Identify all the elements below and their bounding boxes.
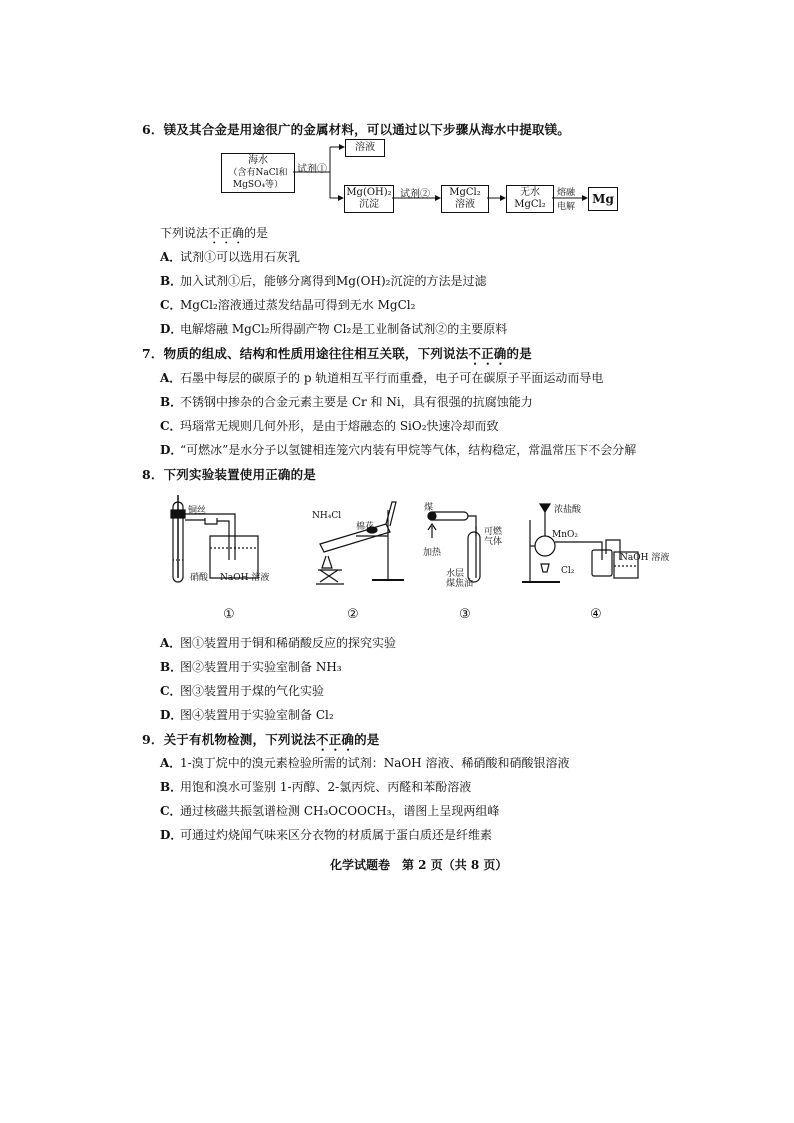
flow-anhydrous-line2: MgCl₂: [514, 199, 546, 210]
fig3-water-label2: 煤焦油: [446, 579, 474, 589]
option-label: B．: [160, 274, 183, 288]
q7-option-a: [160, 369, 603, 386]
q9-stem: [142, 730, 380, 754]
q9-option-c: [160, 802, 499, 819]
q6-option-b: [160, 272, 486, 289]
fig4-number: ④: [590, 607, 602, 622]
q7-option-c: [160, 417, 499, 434]
option-text: “可燃冰”是水分子以氢键相连笼穴内装有甲烷等气体，结构稳定，常温常压下不会分解: [180, 443, 637, 457]
option-label: A．: [160, 250, 182, 264]
fig1-nitric-acid-label: 硝酸: [190, 573, 209, 583]
fig3-gas-label1: 可燃: [484, 527, 503, 537]
flow-mgcl2-sol-line2: 溶液: [455, 199, 475, 210]
option-text: 试剂①可以选用石灰乳: [180, 250, 301, 264]
fig2-cotton-label: 棉花: [356, 522, 375, 532]
flow-electrolysis-label1: 熔融: [557, 188, 576, 198]
fig3-water-label1: 水层: [446, 569, 465, 579]
page-footer: 化学试题卷 第 2 页（共 8 页）: [330, 858, 508, 872]
q6-option-a: [160, 248, 300, 265]
fig3-gas-label2: 气体: [484, 537, 503, 547]
q6-prompt-post: 的是: [244, 226, 269, 240]
option-text: 加入试剂①后，能够分离得到Mg(OH)₂沉淀的方法是过滤: [180, 274, 487, 288]
flow-arrows: [0, 0, 794, 260]
option-label: C．: [160, 804, 182, 818]
fig4-hcl-label: 浓盐酸: [554, 505, 582, 515]
fig1-number: ①: [223, 607, 235, 622]
option-text: 通过核磁共振氢谱检测 CH₃OCOOCH₃，谱图上呈现两组峰: [180, 804, 500, 818]
q8-stem: 8．下列实验装置使用正确的是: [142, 467, 316, 482]
q6-prompt-emph: 不正确: [208, 226, 245, 240]
option-label: B．: [160, 660, 183, 674]
q6-prompt: [160, 224, 268, 247]
fig2-number: ②: [347, 607, 359, 622]
q9-option-b: [160, 778, 471, 795]
fig2-nh4cl-label: NH₄Cl: [312, 511, 342, 521]
flow-seawater-line3: MgSO₄等）: [232, 180, 284, 190]
flow-mgoh2-line1: Mg(OH)₂: [346, 187, 392, 198]
q6-prompt-pre: 下列说法: [160, 226, 209, 240]
option-text: 图①装置用于铜和稀硝酸反应的探究实验: [180, 636, 397, 650]
q6-stem: 6．镁及其合金是用途很广的金属材料，可以通过以下步骤从海水中提取镁。: [142, 122, 570, 137]
flow-electrolysis-label2: 电解: [557, 202, 576, 212]
q9-stem-post: 的是: [354, 732, 380, 747]
option-label: C．: [160, 684, 182, 698]
option-text: 电解熔融 MgCl₂所得副产物 Cl₂是工业制备试剂②的主要原料: [180, 322, 508, 336]
q7-stem: [142, 344, 532, 368]
option-text: 可通过灼烧闻气味来区分衣物的材质属于蛋白质还是纤维素: [180, 828, 493, 842]
q8-option-b: [160, 658, 342, 675]
fig3-number: ③: [459, 607, 471, 622]
flow-seawater-line1: 海水: [248, 155, 268, 166]
option-label: C．: [160, 298, 182, 312]
option-label: A．: [160, 371, 182, 385]
option-label: C．: [160, 419, 182, 433]
flow-mgoh2-line2: 沉淀: [359, 199, 379, 210]
q7-stem-post: 的是: [506, 346, 532, 361]
option-label: D．: [160, 828, 183, 842]
option-text: 玛瑙常无规则几何外形，是由于熔融态的 SiO₂快速冷却而致: [180, 419, 499, 433]
q8-option-d: [160, 706, 334, 723]
option-text: 图④装置用于实验室制备 Cl₂: [180, 708, 334, 722]
fig4-cl2-label: Cl₂: [561, 566, 575, 576]
option-label: B．: [160, 395, 183, 409]
option-text: 图③装置用于煤的气化实验: [180, 684, 325, 698]
q7-stem-pre: 7．物质的组成、结构和性质用途往往相互关联，下列说法: [142, 346, 469, 361]
fig1-naoh-label: NaOH 溶液: [220, 573, 270, 583]
fig4-apparatus: [522, 504, 638, 582]
q8-option-c: [160, 682, 324, 699]
flow-mg-label: Mg: [592, 192, 614, 206]
option-label: D．: [160, 322, 183, 336]
option-label: A．: [160, 756, 182, 770]
flow-anhydrous-line1: 无水: [520, 187, 540, 198]
fig3-heat-label: 加热: [423, 548, 442, 558]
q8-apparatus-figures: [0, 490, 794, 600]
q7-option-d: [160, 441, 636, 458]
q9-stem-emph: 不正确: [316, 732, 355, 747]
flow-reagent1-label: 试剂①: [297, 164, 327, 175]
flow-solution-label: 溶液: [355, 142, 375, 153]
q7-stem-emph: 不正确: [468, 346, 507, 361]
q8-option-a: [160, 634, 396, 651]
fig4-mno2-label: MnO₂: [552, 530, 578, 540]
flow-mgcl2-sol-line1: MgCl₂: [449, 187, 481, 198]
q6-option-c: [160, 296, 415, 313]
option-label: B．: [160, 780, 183, 794]
q6-option-d: [160, 320, 507, 337]
flow-reagent2-label: 试剂②: [400, 189, 430, 200]
fig4-naoh-label: NaOH 溶液: [620, 553, 670, 563]
option-text: 1-溴丁烷中的溴元素检验所需的试剂：NaOH 溶液、稀硝酸和硝酸银溶液: [180, 756, 570, 770]
option-text: MgCl₂溶液通过蒸发结晶可得到无水 MgCl₂: [180, 298, 416, 312]
fig1-apparatus: [171, 495, 258, 582]
option-label: D．: [160, 708, 183, 722]
fig1-copper-wire-label: 铜丝: [188, 506, 207, 516]
q9-option-d: [160, 826, 492, 843]
option-text: 不锈钢中掺杂的合金元素主要是 Cr 和 Ni，具有很强的抗腐蚀能力: [180, 395, 533, 409]
option-label: A．: [160, 636, 182, 650]
fig3-coal-label: 煤: [424, 503, 434, 513]
q9-option-a: [160, 754, 569, 771]
option-label: D．: [160, 443, 183, 457]
option-text: 图②装置用于实验室制备 NH₃: [180, 660, 342, 674]
option-text: 石墨中每层的碳原子的 p 轨道相互平行而重叠，电子可在碳原子平面运动而导电: [180, 371, 604, 385]
q9-stem-pre: 9．关于有机物检测，下列说法: [142, 732, 316, 747]
q7-option-b: [160, 393, 533, 410]
flow-seawater-line2: （含有NaCl和: [228, 168, 288, 178]
option-text: 用饱和溴水可鉴别 1-丙醇、2-氯丙烷、丙醛和苯酚溶液: [180, 780, 472, 794]
